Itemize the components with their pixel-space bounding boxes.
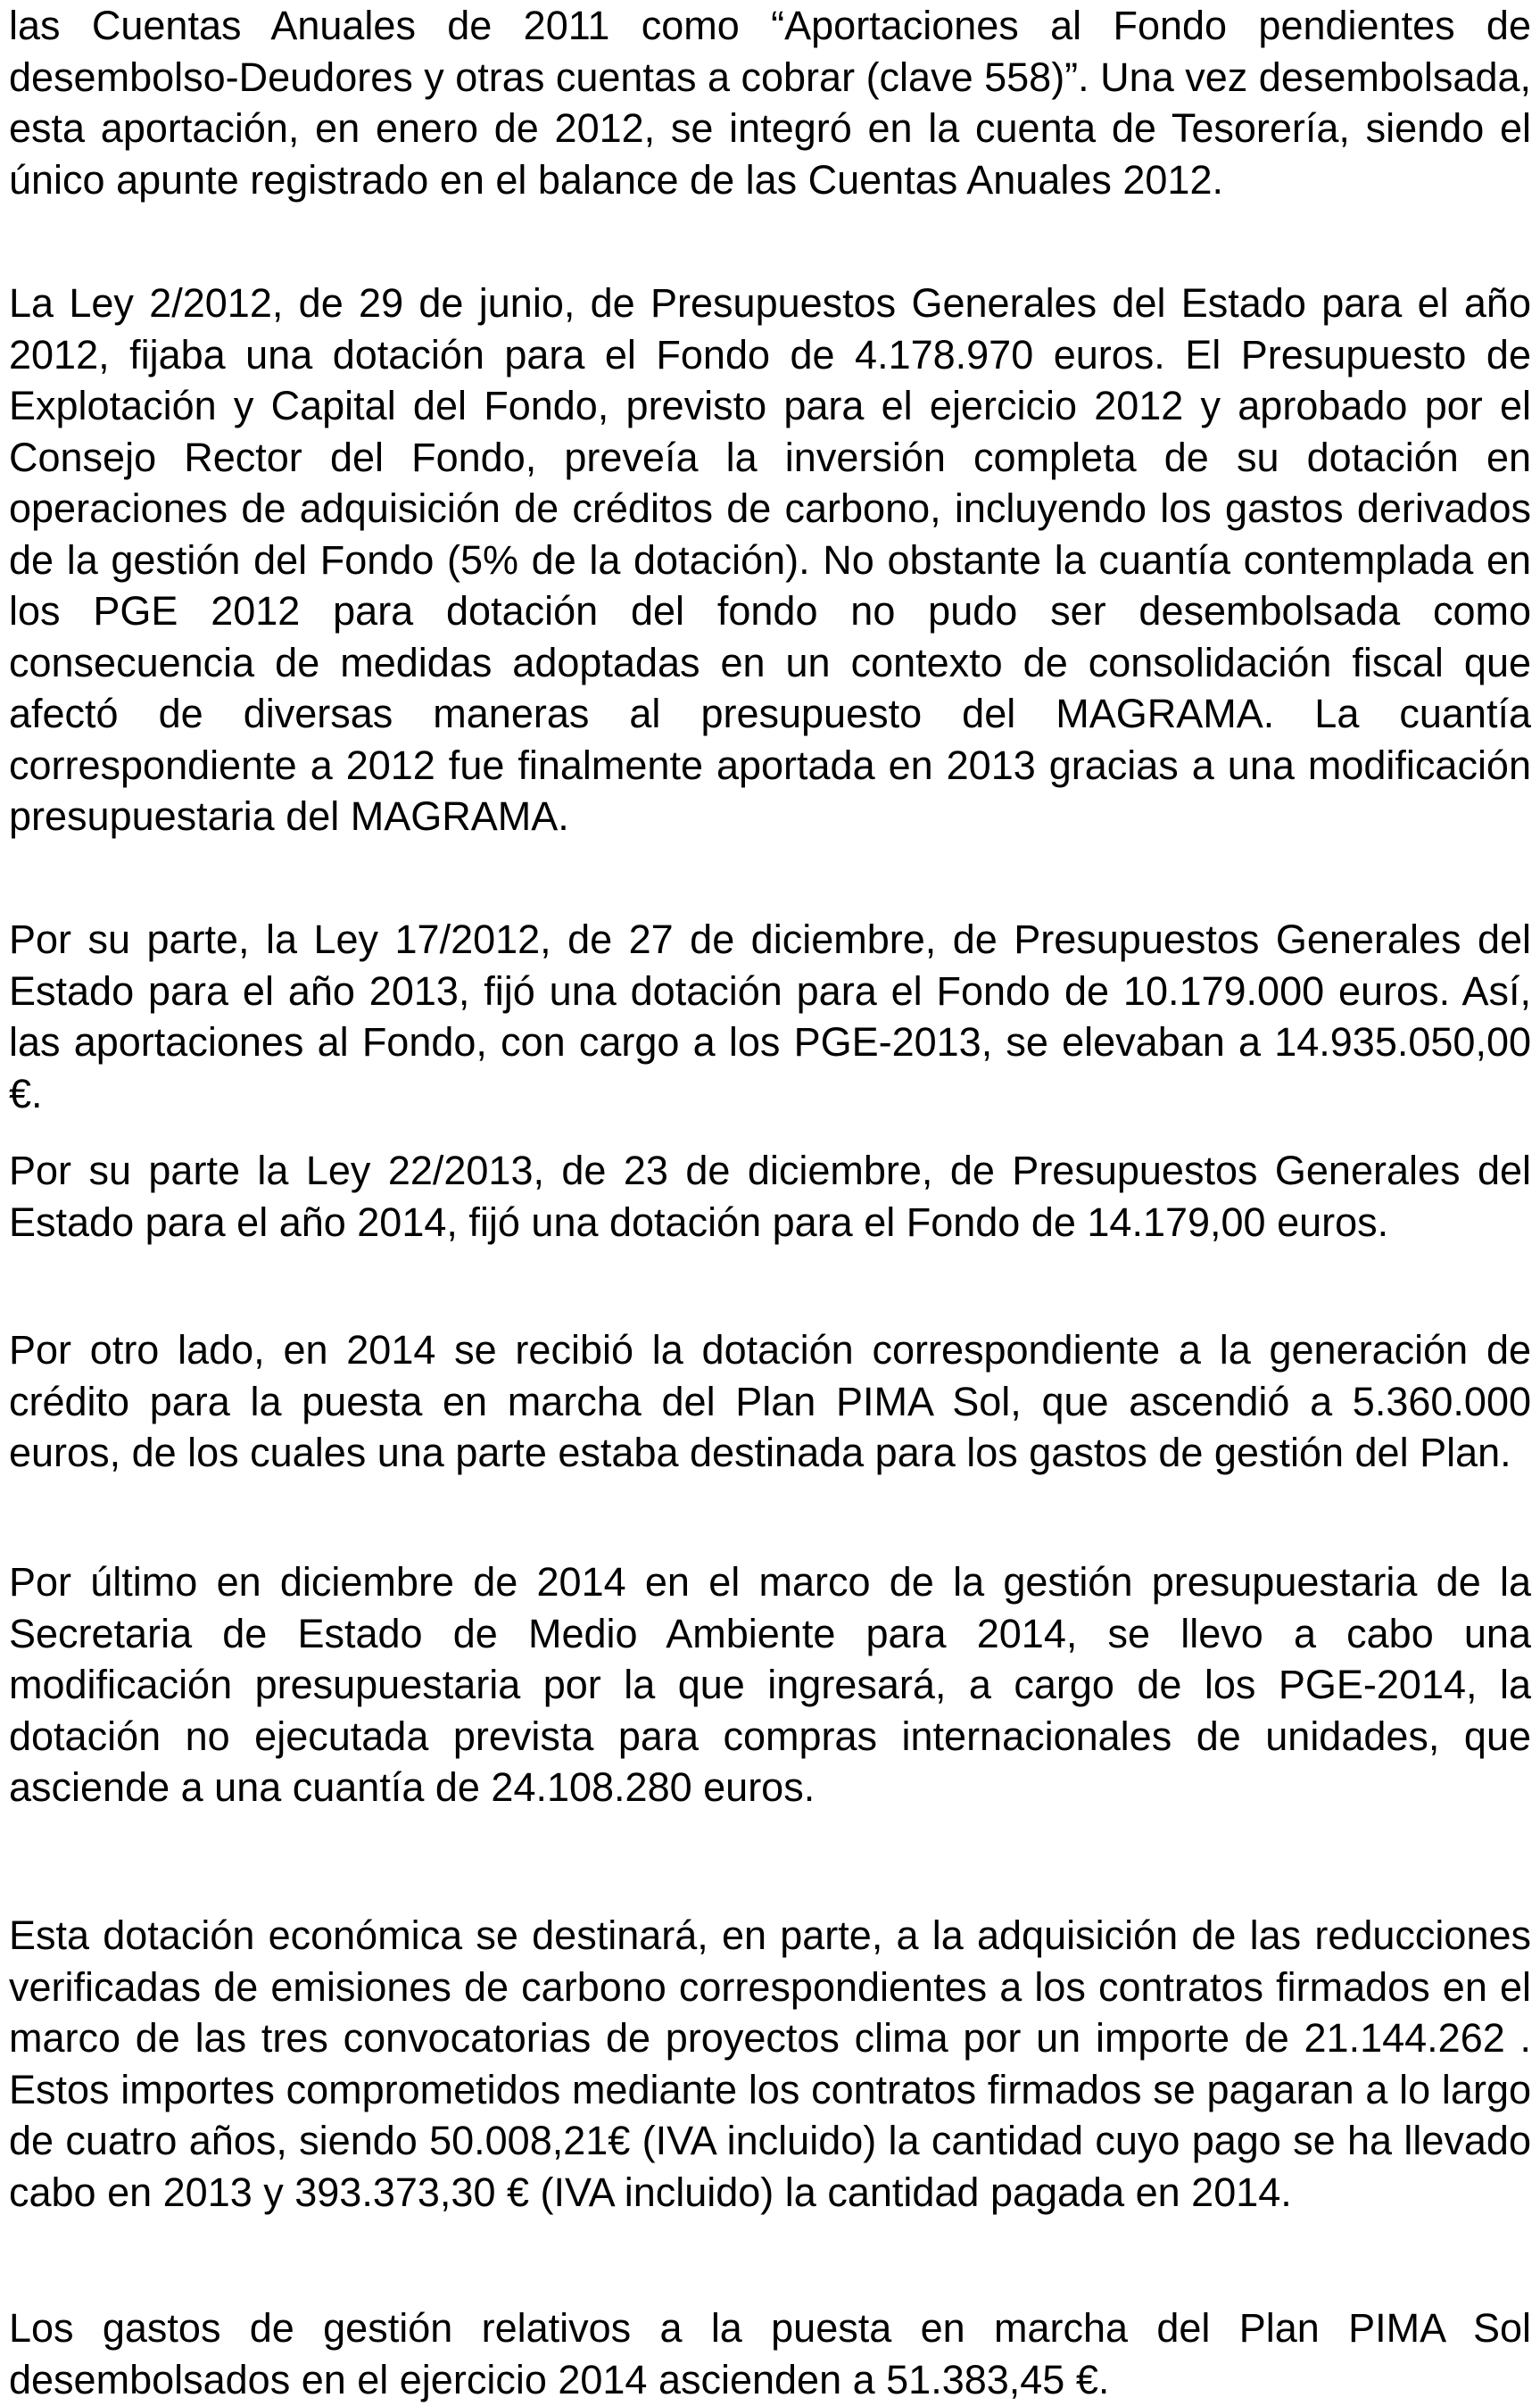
paragraph-ley-22-2013: Por su parte la Ley 22/2013, de 23 de diciembre, de Presupuestos Generales del Estado para el año 2014, fijó una dotación para el Fondo de 14.179,00 euros. [9,1148,1531,1245]
paragraph-gastos-gestion: Los gastos de gestión relativos a la puesta en marcha del Plan PIMA Sol desembolsados en el ejercicio 2014 ascienden a 51.383,45 €. [9,2305,1531,2402]
paragraph-plan-pima-sol: Por otro lado, en 2014 se recibió la dotación correspondiente a la generación de crédito para la puesta en marcha del Plan PIMA Sol, que ascendió a 5.360.000 euros, de los cuales una parte estaba destinada para los gastos de gestión del Plan. [9,1327,1531,1475]
paragraph-ley-2-2012: La Ley 2/2012, de 29 de junio, de Presupuestos Generales del Estado para el año 2012, fijaba una dotación para el Fondo de 4.178.970 euros. El Presupuesto de Explotación y Capital del Fondo, previsto para el ejercicio 2012 y aprobado por el Consejo Rector del Fondo, preveía la inversión completa de su dotación en operaciones de adquisición de créditos de carbono, incluyendo los gastos derivados de la gestión del Fondo (5% de la dotación). No obstante la cuantía contemplada en los PGE 2012 para dotación del fondo no pudo ser desembolsada como consecuencia de medidas adoptadas en un contexto de consolidación fiscal que afectó de diversas maneras al presupuesto del MAGRAMA. La cuantía correspondiente a 2012 fue finalmente aportada en 2013 gracias a una modificación presupuestaria del MAGRAMA. [9,280,1531,839]
paragraph-dotacion-economica: Esta dotación económica se destinará, en parte, a la adquisición de las reducciones verificadas de emisiones de carbono correspondientes a los contratos firmados en el marco de las tres convocatorias de proyectos clima por un importe de 21.144.262 . Estos importes comprometidos mediante los contratos firmados se pagaran a lo largo de cuatro años, siendo 50.008,21€ (IVA incluido) la cantidad cuyo pago se ha llevado cabo en 2013 y 393.373,30 € (IVA incluido) la cantidad pagada en 2014. [9,1912,1531,2215]
paragraph-cuentas-anuales-2011: las Cuentas Anuales de 2011 como “Aportaciones al Fondo pendientes de desembolso-Deudores y otras cuentas a cobrar (clave 558)”. Una vez desembolsada, esta aportación, en enero de 2012, se integró en la cuenta de Tesorería, siendo el único apunte registrado en el balance de las Cuentas Anuales 2012. [9,3,1531,203]
paragraph-modificacion-presupuestaria: Por último en diciembre de 2014 en el marco de la gestión presupuestaria de la Secretaria de Estado de Medio Ambiente para 2014, se llevo a cabo una modificación presupuestaria por la que ingresará, a cargo de los PGE-2014, la dotación no ejecutada prevista para compras internacionales de unidades, que asciende a una cuantía de 24.108.280 euros. [9,1559,1531,1810]
paragraph-ley-17-2012: Por su parte, la Ley 17/2012, de 27 de diciembre, de Presupuestos Generales del Estado para el año 2013, fijó una dotación para el Fondo de 10.179.000 euros. Así, las aportaciones al Fondo, con cargo a los PGE-2013, se elevaban a 14.935.050,00 €. [9,917,1531,1116]
